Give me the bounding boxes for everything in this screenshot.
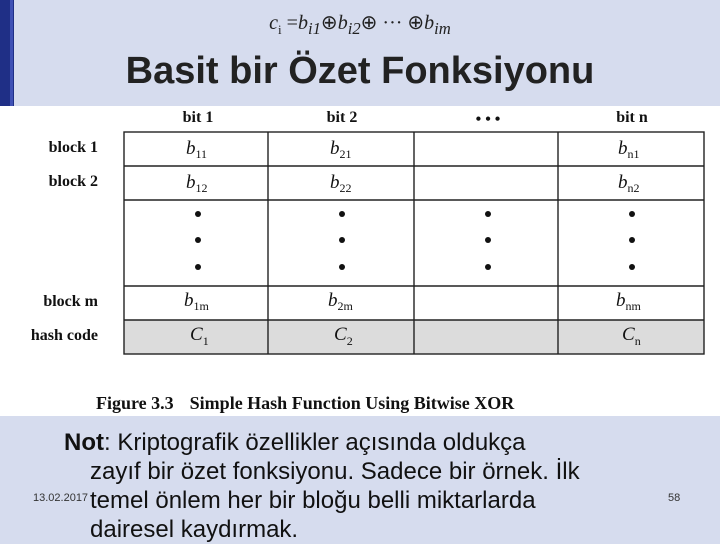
note-line-4: dairesel kaydırmak. [90, 516, 299, 543]
slide-date: 13.02.2017 [33, 492, 89, 504]
cell-bn2: $b_{n2}$ [618, 172, 640, 195]
slide-number: 58 [668, 492, 681, 504]
xor-formula: $c_i$ $=b_{i1}\oplus b_{i2}\oplus$ ··· $\oplus b_{im}$ [269, 12, 451, 38]
cell-cn: $C_n$ [622, 324, 641, 348]
column-header-bit1: bit 1 [182, 109, 214, 126]
column-header-ellipsis: • • • [475, 111, 501, 128]
slide-title: Basit bir Özet Fonksiyonu [125, 50, 595, 92]
cell-b22: $b_{22}$ [330, 172, 352, 195]
row-label-blockm: block m [43, 293, 98, 310]
cell-b1m: $b_{1m}$ [184, 290, 209, 313]
cell-bn1: $b_{n1}$ [618, 138, 640, 161]
column-header-bitn: bit n [616, 109, 648, 126]
row-label-block2: block 2 [48, 173, 98, 190]
row-label-hash-code: hash code [30, 327, 98, 344]
column-header-bit2: bit 2 [326, 109, 358, 126]
vertical-ellipsis-dots [195, 211, 635, 270]
cell-b12: $b_{12}$ [186, 172, 208, 195]
cell-b11: $b_{11}$ [186, 138, 208, 161]
cell-bnm: $b_{nm}$ [616, 290, 641, 313]
cell-b21: $b_{21}$ [330, 138, 352, 161]
note-paragraph [64, 428, 704, 544]
note-line-2: zayıf bir özet fonksiyonu. Sadece bir örnek. İlk [90, 458, 580, 485]
note-line-3: temel önlem her bir bloğu belli miktarlarda [90, 487, 536, 514]
cell-b2m: $b_{2m}$ [328, 290, 353, 313]
figure-caption-text: Simple Hash Function Using Bitwise XOR [189, 393, 515, 413]
cell-c1: $C_1$ [190, 324, 209, 348]
row-label-block1: block 1 [48, 139, 98, 156]
note-label: Not [64, 429, 104, 456]
cell-c2: $C_2$ [334, 324, 353, 348]
note-line-1: : Kriptografik özellikler açısında oldukça [103, 429, 526, 456]
figure-caption [96, 393, 514, 414]
figure-area [0, 106, 720, 416]
figure-number: Figure 3.3 [96, 393, 174, 413]
hash-table-figure [0, 106, 720, 416]
